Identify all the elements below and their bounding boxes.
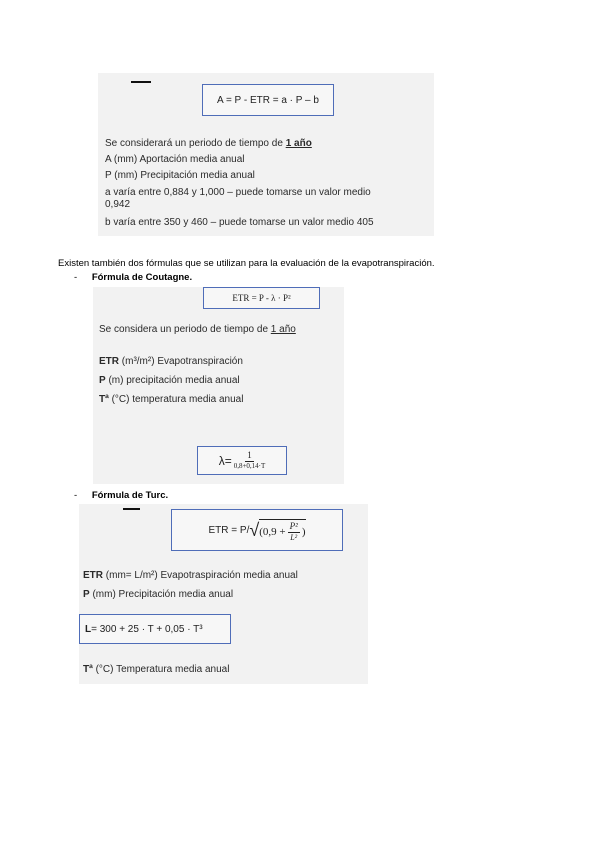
- turc-fraction: $\frac{\text{P²}}{\text{L²}}$: [289, 520, 298, 542]
- lambda-fraction: $\frac{1}{0,8+0,14\cdot T}$: [233, 450, 266, 470]
- aportacion-formula: A = P - ETR = a · P – b: [217, 94, 319, 106]
- coutagne-formula-box: [203, 287, 320, 309]
- coutagne-formula: ETR = P - λ · P²: [232, 293, 291, 303]
- coutagne-heading: [74, 272, 192, 283]
- sqrt-icon: √: [249, 520, 260, 540]
- decorative-bar: [131, 81, 151, 83]
- def-a-variation-value: 0,942: [105, 199, 131, 210]
- turc-def-t: Tª (°C) Temperatura media anual: [83, 664, 230, 675]
- coutagne-def-t: Tª (°C) temperatura media anual: [99, 394, 244, 405]
- intro-paragraph: Existen también dos fórmulas que se utilizan para la evaluación de la evapotranspiración.: [58, 258, 435, 269]
- def-b: b varía entre 350 y 460 – puede tomarse un valor medio 405: [105, 217, 374, 228]
- turc-heading: [74, 490, 168, 501]
- coutagne-period-line: Se considera un periodo de tiempo de 1 año: [99, 324, 296, 335]
- turc-def-etr: ETR (mm= L/m²) Evapotraspiración media anual: [83, 570, 298, 581]
- bullet: -: [74, 272, 78, 283]
- def-p: P (mm) Precipitación media anual: [105, 170, 255, 181]
- turc-l-formula-box: L = 300 + 25 · T + 0,05 · T³: [79, 614, 231, 644]
- lambda-formula-box: [197, 446, 287, 475]
- turc-formula-box: [171, 509, 343, 551]
- aportacion-formula-box: [202, 84, 334, 116]
- decorative-bar: [123, 508, 140, 510]
- coutagne-title: Fórmula de Coutagne.: [91, 272, 193, 283]
- turc-title: Fórmula de Turc.: [91, 490, 169, 501]
- turc-formula-close: ): [301, 525, 306, 538]
- def-a-variation: a varía entre 0,884 y 1,000 – puede tomarse un valor medio: [105, 187, 371, 198]
- coutagne-period-value: 1 año: [270, 324, 296, 335]
- turc-formula-lhs: ETR = P/: [208, 524, 250, 536]
- bullet: -: [74, 490, 78, 501]
- coutagne-def-p: P (m) precipitación media anual: [99, 375, 240, 386]
- period-line: Se considerará un periodo de tiempo de 1 año: [105, 138, 312, 149]
- turc-formula-inner: (0,9 +: [259, 525, 286, 538]
- def-a: A (mm) Aportación media anual: [105, 154, 245, 165]
- period-value: 1 año: [285, 138, 312, 149]
- lambda-lhs: λ=: [218, 453, 232, 468]
- turc-def-p: P (mm) Precipitación media anual: [83, 589, 234, 600]
- coutagne-def-etr: ETR (m³/m²) Evapotranspiración: [99, 356, 243, 367]
